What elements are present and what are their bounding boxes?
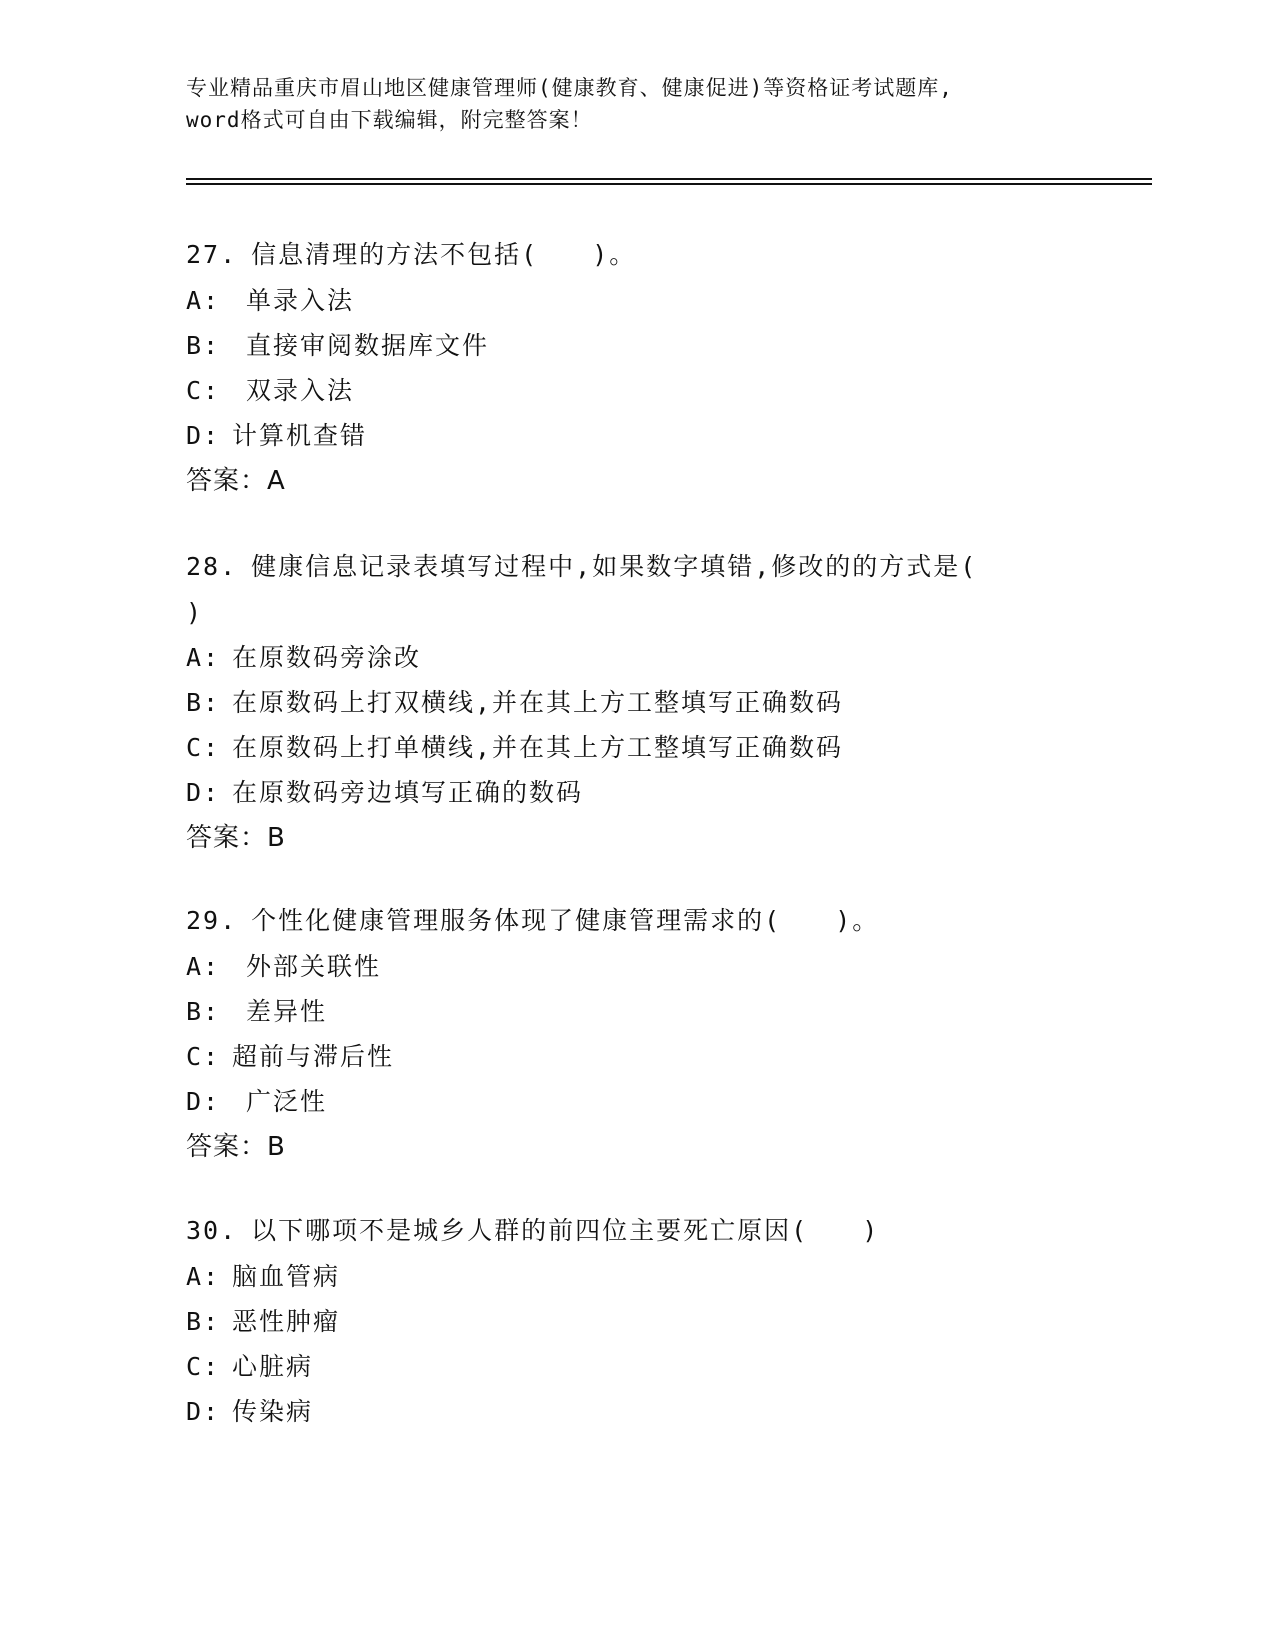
header-divider-top	[186, 178, 1152, 180]
option-label: C:	[186, 1352, 221, 1381]
option-b	[186, 323, 1086, 368]
option-label: A:	[186, 643, 221, 672]
option-text: 恶性肿瘤	[232, 1307, 341, 1336]
option-b	[186, 680, 1086, 725]
question-number: 30.	[186, 1216, 238, 1245]
option-d	[186, 413, 1086, 458]
option-label: A:	[186, 1262, 221, 1291]
option-b	[186, 989, 1086, 1034]
header-line-1: 专业精品重庆市眉山地区健康管理师(健康教育、健康促进)等资格证考试题库,	[186, 76, 953, 100]
option-text: 在原数码旁涂改	[232, 643, 422, 672]
question-number: 28.	[186, 552, 238, 581]
question-stem-continuation: )	[186, 598, 204, 627]
option-a	[186, 1254, 1086, 1299]
question-number: 29.	[186, 906, 238, 935]
option-label: C:	[186, 733, 221, 762]
document-header	[186, 72, 1086, 136]
question-27	[186, 232, 1086, 504]
option-label: A:	[186, 952, 221, 981]
question-29	[186, 898, 1086, 1170]
option-text: 脑血管病	[232, 1262, 341, 1291]
option-label: D:	[186, 1397, 221, 1426]
option-text: 差异性	[246, 997, 328, 1026]
option-d	[186, 1389, 1086, 1434]
question-stem	[186, 1208, 1086, 1254]
question-text: 健康信息记录表填写过程中,如果数字填错,修改的的方式是(	[251, 552, 978, 581]
question-28	[186, 544, 1086, 861]
question-stem	[186, 232, 1086, 278]
option-text: 心脏病	[232, 1352, 314, 1381]
option-text: 在原数码旁边填写正确的数码	[232, 778, 584, 807]
option-a	[186, 278, 1086, 323]
option-label: B:	[186, 688, 221, 717]
option-text: 计算机查错	[232, 421, 368, 450]
option-text: 在原数码上打单横线,并在其上方工整填写正确数码	[232, 733, 844, 762]
question-text: 个性化健康管理服务体现了健康管理需求的( )。	[251, 906, 880, 935]
option-c	[186, 1034, 1086, 1079]
option-label: C:	[186, 376, 221, 405]
question-stem	[186, 544, 1086, 590]
option-text: 单录入法	[246, 286, 355, 315]
option-c	[186, 725, 1086, 770]
answer: 答案：A	[186, 466, 286, 496]
question-text: 以下哪项不是城乡人群的前四位主要死亡原因( )	[251, 1216, 880, 1245]
option-label: D:	[186, 1087, 221, 1116]
question-number: 27.	[186, 240, 238, 269]
option-label: B:	[186, 997, 221, 1026]
answer: 答案：B	[186, 823, 286, 853]
header-divider-bottom	[186, 183, 1152, 185]
option-text: 双录入法	[246, 376, 355, 405]
question-30	[186, 1208, 1086, 1434]
option-d	[186, 1079, 1086, 1124]
option-text: 外部关联性	[246, 952, 382, 981]
option-c	[186, 1344, 1086, 1389]
option-a	[186, 944, 1086, 989]
answer: 答案：B	[186, 1132, 286, 1162]
option-text: 直接审阅数据库文件	[246, 331, 490, 360]
option-text: 在原数码上打双横线,并在其上方工整填写正确数码	[232, 688, 844, 717]
option-text: 广泛性	[246, 1087, 328, 1116]
question-text: 信息清理的方法不包括( )。	[251, 240, 637, 269]
option-label: D:	[186, 421, 221, 450]
question-stem	[186, 898, 1086, 944]
option-b	[186, 1299, 1086, 1344]
option-label: B:	[186, 331, 221, 360]
option-text: 传染病	[232, 1397, 314, 1426]
option-c	[186, 368, 1086, 413]
option-text: 超前与滞后性	[232, 1042, 395, 1071]
option-label: A:	[186, 286, 221, 315]
option-d	[186, 770, 1086, 815]
option-label: C:	[186, 1042, 221, 1071]
header-line-2: word格式可自由下载编辑，附完整答案！	[186, 108, 593, 132]
option-label: D:	[186, 778, 221, 807]
option-label: B:	[186, 1307, 221, 1336]
option-a	[186, 635, 1086, 680]
